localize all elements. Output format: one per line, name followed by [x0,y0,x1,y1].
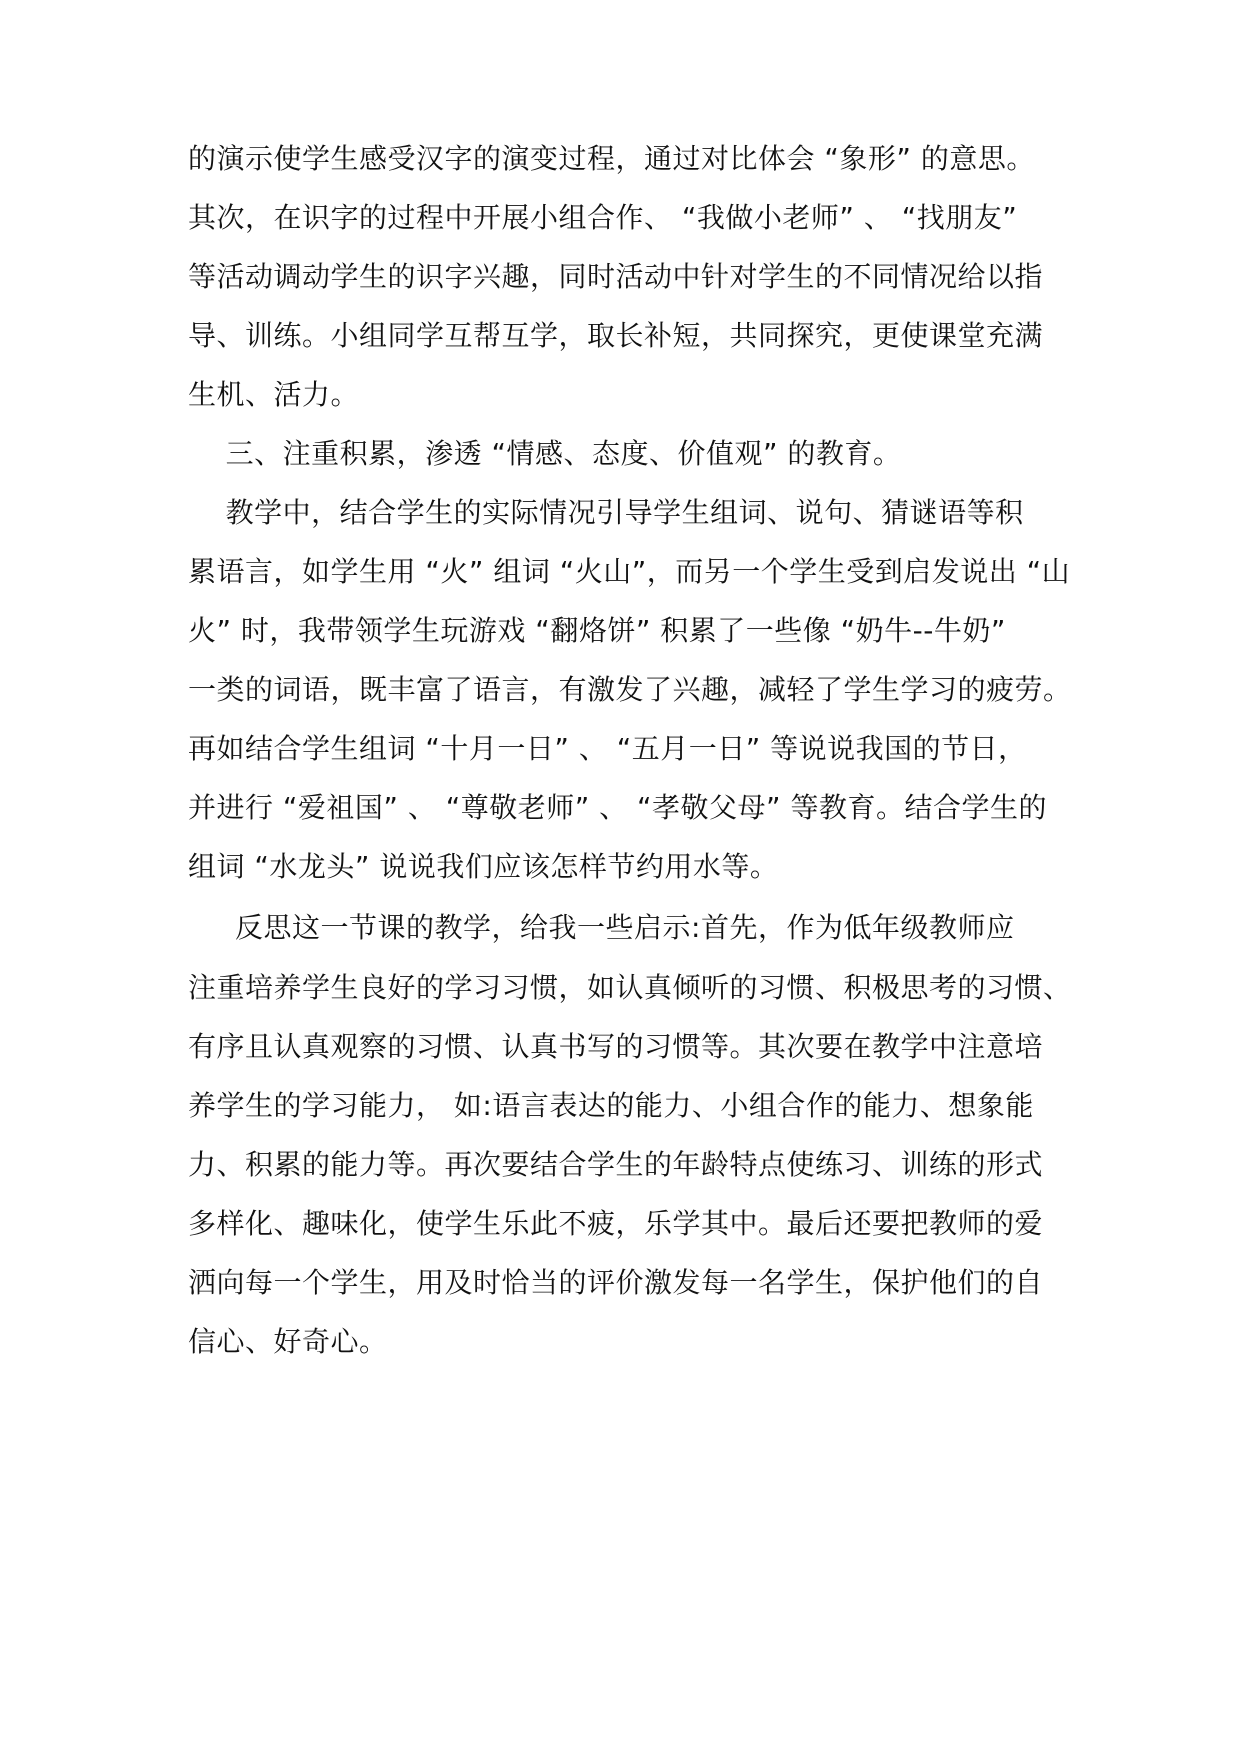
text-line: 注重培养学生良好的学习习惯，如认真倾听的习惯、积极思考的习惯、 [188,971,1072,1004]
text-line: 的演示使学生感受汉字的演变过程，通过对比体会 “象形” 的意思。 [188,142,1035,175]
text-line: 累语言，如学生用 “火” 组词 “火山”，而另一个学生受到启发说出 “山 [188,555,1071,588]
text-line: 其次，在识字的过程中开展小组合作、 “我做小老师” 、 “找朋友” [188,201,1018,234]
text-line: 信心、好奇心。 [188,1325,388,1358]
text-line: 养学生的学习能力， 如:语言表达的能力、小组合作的能力、想象能 [188,1089,1034,1122]
text-line: 反思这一节课的教学，给我一些启示:首先，作为低年级教师应 [188,911,1015,944]
section-heading: 三、注重积累，渗透 “情感、态度、价值观” 的教育。 [188,437,902,470]
text-line: 并进行 “爱祖国” 、 “尊敬老师” 、 “孝敬父母” 等教育。结合学生的 [188,791,1047,824]
text-line: 火” 时，我带领学生玩游戏 “翻烙饼” 积累了一些像 “奶牛--牛奶” [188,614,1006,647]
text-line: 教学中，结合学生的实际情况引导学生组词、说句、猜谜语等积 [188,496,1024,529]
text-line: 一类的词语，既丰富了语言，有激发了兴趣，减轻了学生学习的疲劳。 [188,673,1072,706]
text-line: 有序且认真观察的习惯、认真书写的习惯等。其次要在教学中注意培 [188,1030,1044,1063]
text-line: 生机、活力。 [188,378,360,411]
text-line: 洒向每一个学生，用及时恰当的评价激发每一名学生，保护他们的自 [188,1266,1044,1299]
text-line: 再如结合学生组词 “十月一日” 、 “五月一日” 等说说我国的节日， [188,732,1027,765]
text-line: 组词 “水龙头” 说说我们应该怎样节约用水等。 [188,850,779,883]
text-line: 等活动调动学生的识字兴趣，同时活动中针对学生的不同情况给以指 [188,260,1044,293]
text-line: 多样化、趣味化，使学生乐此不疲，乐学其中。最后还要把教师的爱 [188,1207,1044,1240]
text-line: 力、积累的能力等。再次要结合学生的年龄特点使练习、训练的形式 [188,1148,1044,1181]
text-line: 导、训练。小组同学互帮互学，取长补短，共同探究，更使课堂充满 [188,319,1044,352]
